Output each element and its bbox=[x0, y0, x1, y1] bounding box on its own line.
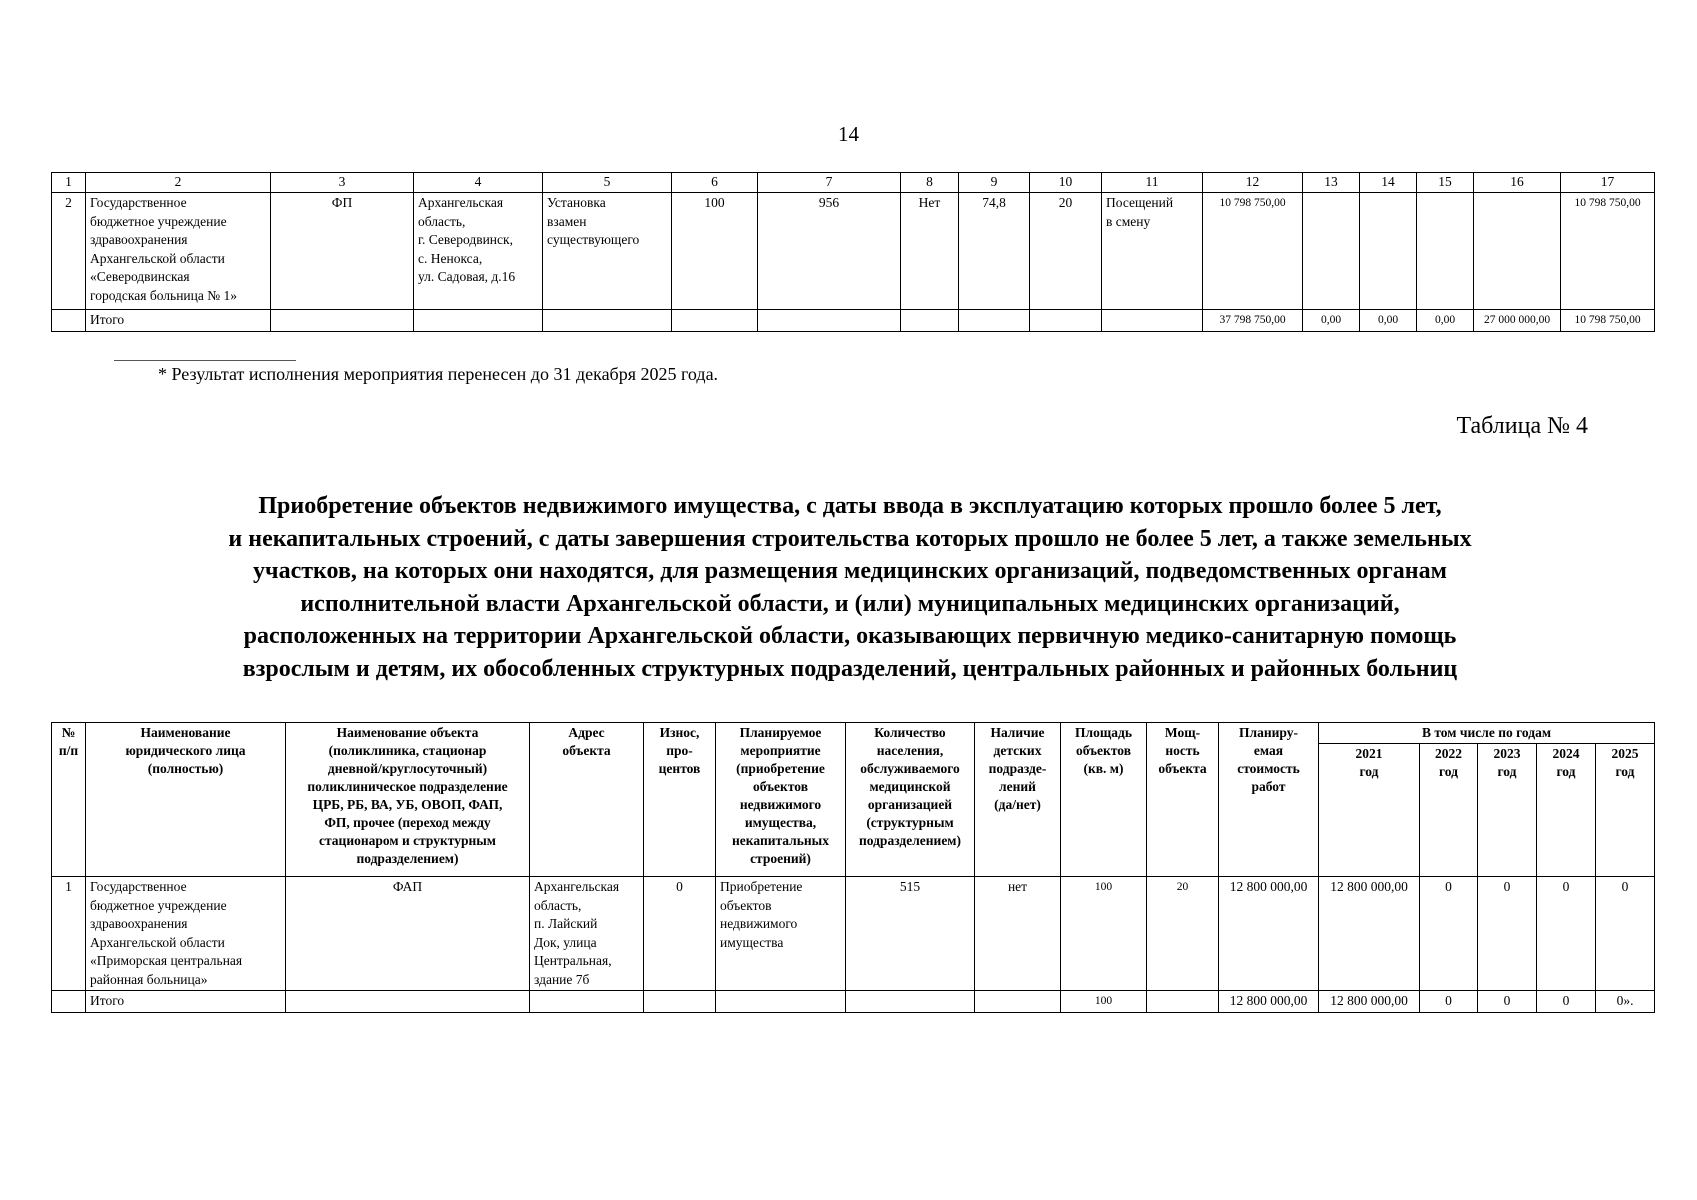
column-number: 16 bbox=[1474, 173, 1561, 193]
cell-7: 956 bbox=[758, 193, 901, 310]
header-year-2024: 2024 год bbox=[1537, 744, 1596, 877]
total-14: 0,00 bbox=[1360, 310, 1417, 332]
header-planned-event: Планируемое мероприятие (приобретение объектов недвижимого имущества, некапитальных строений) bbox=[716, 723, 846, 877]
total-2023: 0 bbox=[1478, 991, 1537, 1013]
cell-16 bbox=[1474, 193, 1561, 310]
column-number: 1 bbox=[52, 173, 86, 193]
column-number: 4 bbox=[414, 173, 543, 193]
column-number: 17 bbox=[1561, 173, 1655, 193]
column-number: 11 bbox=[1102, 173, 1203, 193]
header-number: № п/п bbox=[52, 723, 86, 877]
capacity: 20 bbox=[1147, 877, 1219, 991]
cell-11: Посещений в смену bbox=[1102, 193, 1203, 310]
cell-6: 100 bbox=[672, 193, 758, 310]
cell-13 bbox=[1303, 193, 1360, 310]
column-number: 2 bbox=[86, 173, 271, 193]
header-children: Наличие детских подразде- лений (да/нет) bbox=[975, 723, 1061, 877]
year-2021: 12 800 000,00 bbox=[1319, 877, 1420, 991]
column-number: 15 bbox=[1417, 173, 1474, 193]
header-wear: Износ, про- центов bbox=[644, 723, 716, 877]
header-years-group: В том числе по годам bbox=[1319, 723, 1655, 744]
header-legal-entity: Наименование юридического лица (полностью) bbox=[86, 723, 286, 877]
cell-14 bbox=[1360, 193, 1417, 310]
population: 515 bbox=[846, 877, 975, 991]
column-number: 9 bbox=[959, 173, 1030, 193]
cell-8: Нет bbox=[901, 193, 959, 310]
column-number: 12 bbox=[1203, 173, 1303, 193]
total-2022: 0 bbox=[1420, 991, 1478, 1013]
event: Установка взамен существующего bbox=[543, 193, 672, 310]
children-units: нет bbox=[975, 877, 1061, 991]
column-number: 13 bbox=[1303, 173, 1360, 193]
column-number: 7 bbox=[758, 173, 901, 193]
row-number: 2 bbox=[52, 193, 86, 310]
object-type: ФП bbox=[271, 193, 414, 310]
column-number-row bbox=[52, 173, 1655, 193]
table-row bbox=[52, 193, 1655, 310]
area: 100 bbox=[1061, 877, 1147, 991]
page-number: 14 bbox=[838, 122, 859, 146]
table-number: Таблица № 4 bbox=[1456, 413, 1588, 439]
header-object-name: Наименование объекта (поликлиника, стационар дневной/круглосуточный) поликлиническое подразделение ЦРБ, РБ, ВА, УБ, ОВОП, ФАП, ФП, прочее (переход между стационаром и структурным подразделением) bbox=[286, 723, 530, 877]
total-17: 10 798 750,00 bbox=[1561, 310, 1655, 332]
header-year-2022: 2022 год bbox=[1420, 744, 1478, 877]
column-number: 6 bbox=[672, 173, 758, 193]
legal-entity: Государственное бюджетное учреждение здравоохранения Архангельской области «Приморская центральная районная больница» bbox=[86, 877, 286, 991]
table-title: Приобретение объектов недвижимого имущества, с даты ввода в эксплуатацию которых прошло более 5 лет, и некапитальных строений, с даты завершения строительства которых прошло не более 5 лет, а также земельных участков, на которых они находятся, для размещения медицинских организаций, подведомственных органам исполнительной власти Архангельской области, и (или) муниципальных медицинских организаций, расположенных на территории Архангельской области, оказывающих первичную медико-санитарную помощь взрослым и детям, их обособленных структурных подразделений, центральных районных и районных больниц bbox=[228, 493, 1472, 682]
column-number: 8 bbox=[901, 173, 959, 193]
column-number: 5 bbox=[543, 173, 672, 193]
header-cost: Планиру- емая стоимость работ bbox=[1219, 723, 1319, 877]
cell-17: 10 798 750,00 bbox=[1561, 193, 1655, 310]
header-capacity: Мощ- ность объекта bbox=[1147, 723, 1219, 877]
table-row bbox=[52, 877, 1655, 991]
planned-event: Приобретение объектов недвижимого имущества bbox=[716, 877, 846, 991]
total-label: Итого bbox=[86, 310, 271, 332]
total-area: 100 bbox=[1061, 991, 1147, 1013]
year-2024: 0 bbox=[1537, 877, 1596, 991]
footnote: * Результат исполнения мероприятия перенесен до 31 декабря 2025 года. bbox=[158, 364, 719, 384]
cell-12: 10 798 750,00 bbox=[1203, 193, 1303, 310]
column-number: 10 bbox=[1030, 173, 1102, 193]
total-15: 0,00 bbox=[1417, 310, 1474, 332]
total-13: 0,00 bbox=[1303, 310, 1360, 332]
header-year-2025: 2025 год bbox=[1596, 744, 1655, 877]
year-2025: 0 bbox=[1596, 877, 1655, 991]
wear: 0 bbox=[644, 877, 716, 991]
object-address: Архангельская область, п. Лайский Док, улица Центральная, здание 7б bbox=[530, 877, 644, 991]
object-name: ФАП bbox=[286, 877, 530, 991]
total-2025: 0». bbox=[1596, 991, 1655, 1013]
header-year-2021: 2021 год bbox=[1319, 744, 1420, 877]
header-year-2023: 2023 год bbox=[1478, 744, 1537, 877]
property-acquisition-table bbox=[51, 722, 1655, 1013]
object-address: Архангельская область, г. Северодвинск, с. Ненокса, ул. Садовая, д.16 bbox=[414, 193, 543, 310]
row-number: 1 bbox=[52, 877, 86, 991]
total-cost: 12 800 000,00 bbox=[1219, 991, 1319, 1013]
total-row bbox=[52, 310, 1655, 332]
cell-15 bbox=[1417, 193, 1474, 310]
total-12: 37 798 750,00 bbox=[1203, 310, 1303, 332]
total-2024: 0 bbox=[1537, 991, 1596, 1013]
planned-cost: 12 800 000,00 bbox=[1219, 877, 1319, 991]
header-area: Площадь объектов (кв. м) bbox=[1061, 723, 1147, 877]
header-address: Адрес объекта bbox=[530, 723, 644, 877]
total-2021: 12 800 000,00 bbox=[1319, 991, 1420, 1013]
header-row bbox=[52, 723, 1655, 744]
continuation-table bbox=[51, 172, 1655, 332]
total-16: 27 000 000,00 bbox=[1474, 310, 1561, 332]
organization-name: Государственное бюджетное учреждение здравоохранения Архангельской области «Северодвинская городская больница № 1» bbox=[86, 193, 271, 310]
cell-9: 74,8 bbox=[959, 193, 1030, 310]
total-row bbox=[52, 991, 1655, 1013]
total-label: Итого bbox=[86, 991, 286, 1013]
year-2023: 0 bbox=[1478, 877, 1537, 991]
year-2022: 0 bbox=[1420, 877, 1478, 991]
header-population: Количество населения, обслуживаемого медицинской организацией (структурным подразделением) bbox=[846, 723, 975, 877]
cell-10: 20 bbox=[1030, 193, 1102, 310]
column-number: 3 bbox=[271, 173, 414, 193]
column-number: 14 bbox=[1360, 173, 1417, 193]
footnote-separator bbox=[114, 360, 296, 361]
